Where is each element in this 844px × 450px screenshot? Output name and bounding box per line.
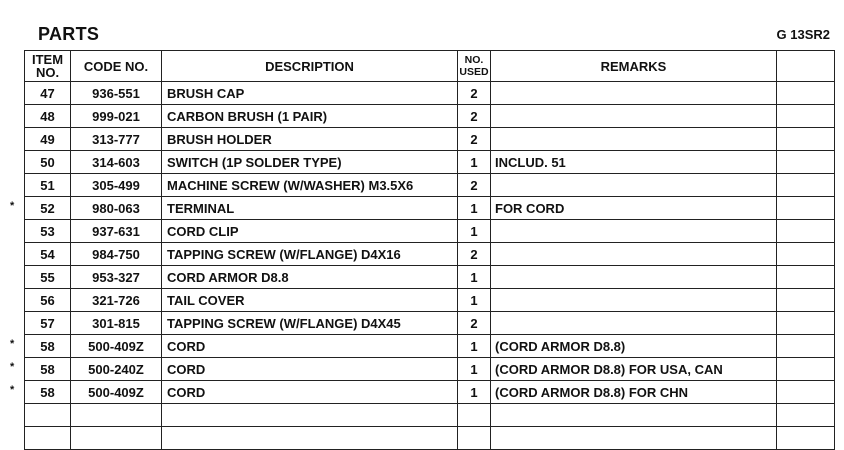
item-no-cell: 55 bbox=[25, 266, 71, 289]
item-no-cell: 58 bbox=[25, 335, 71, 358]
revision-mark: * bbox=[10, 383, 15, 396]
blank-cell bbox=[777, 335, 835, 358]
no-used-cell: 1 bbox=[458, 151, 491, 174]
table-row bbox=[25, 197, 835, 220]
parts-table-body bbox=[25, 82, 835, 450]
column-header-description: DESCRIPTION bbox=[162, 51, 458, 82]
remarks-cell bbox=[491, 243, 777, 266]
table-row bbox=[25, 289, 835, 312]
table-row bbox=[25, 335, 835, 358]
remarks-cell bbox=[491, 220, 777, 243]
remarks-cell bbox=[491, 289, 777, 312]
table-row bbox=[25, 266, 835, 289]
code-no-cell: 984-750 bbox=[71, 243, 162, 266]
no-used-cell: 2 bbox=[458, 312, 491, 335]
table-row bbox=[25, 82, 835, 105]
no-used-cell: 1 bbox=[458, 220, 491, 243]
no-used-cell: 1 bbox=[458, 266, 491, 289]
code-no-cell bbox=[71, 427, 162, 450]
no-used-cell: 1 bbox=[458, 335, 491, 358]
item-no-cell: 58 bbox=[25, 358, 71, 381]
blank-cell bbox=[777, 243, 835, 266]
column-header-code-no: CODE NO. bbox=[71, 51, 162, 82]
no-used-cell: 2 bbox=[458, 105, 491, 128]
revision-mark: * bbox=[10, 199, 15, 212]
description-cell: SWITCH (1P SOLDER TYPE) bbox=[162, 151, 458, 174]
table-row bbox=[25, 427, 835, 450]
blank-cell bbox=[777, 197, 835, 220]
table-row bbox=[25, 174, 835, 197]
code-no-cell: 301-815 bbox=[71, 312, 162, 335]
table-header-row bbox=[25, 51, 835, 82]
column-header-blank bbox=[777, 51, 835, 82]
table-row bbox=[25, 128, 835, 151]
item-no-cell: 47 bbox=[25, 82, 71, 105]
description-cell: BRUSH HOLDER bbox=[162, 128, 458, 151]
blank-cell bbox=[777, 381, 835, 404]
item-no-cell bbox=[25, 404, 71, 427]
description-cell: TAPPING SCREW (W/FLANGE) D4X45 bbox=[162, 312, 458, 335]
remarks-cell bbox=[491, 427, 777, 450]
description-cell: BRUSH CAP bbox=[162, 82, 458, 105]
remarks-cell bbox=[491, 312, 777, 335]
no-used-cell: 1 bbox=[458, 197, 491, 220]
column-header-item-no: ITEM NO. bbox=[25, 51, 71, 82]
no-used-cell bbox=[458, 404, 491, 427]
description-cell: CORD bbox=[162, 358, 458, 381]
remarks-cell bbox=[491, 82, 777, 105]
description-cell bbox=[162, 404, 458, 427]
no-used-cell: 2 bbox=[458, 128, 491, 151]
description-cell: CORD bbox=[162, 381, 458, 404]
no-used-cell bbox=[458, 427, 491, 450]
code-no-cell: 313-777 bbox=[71, 128, 162, 151]
remarks-cell bbox=[491, 174, 777, 197]
description-cell bbox=[162, 427, 458, 450]
blank-cell bbox=[777, 82, 835, 105]
blank-cell bbox=[777, 358, 835, 381]
blank-cell bbox=[777, 151, 835, 174]
description-cell: TERMINAL bbox=[162, 197, 458, 220]
blank-cell bbox=[777, 289, 835, 312]
item-no-cell: 51 bbox=[25, 174, 71, 197]
table-row bbox=[25, 220, 835, 243]
blank-cell bbox=[777, 220, 835, 243]
code-no-cell: 936-551 bbox=[71, 82, 162, 105]
no-used-cell: 1 bbox=[458, 358, 491, 381]
page-title: PARTS bbox=[38, 24, 100, 44]
item-no-cell: 57 bbox=[25, 312, 71, 335]
blank-cell bbox=[777, 404, 835, 427]
item-no-cell bbox=[25, 427, 71, 450]
item-no-cell: 53 bbox=[25, 220, 71, 243]
item-no-cell: 49 bbox=[25, 128, 71, 151]
blank-cell bbox=[777, 128, 835, 151]
item-no-cell: 56 bbox=[25, 289, 71, 312]
code-no-cell: 937-631 bbox=[71, 220, 162, 243]
description-cell: CORD bbox=[162, 335, 458, 358]
code-no-cell: 500-409Z bbox=[71, 381, 162, 404]
table-row bbox=[25, 243, 835, 266]
code-no-cell bbox=[71, 404, 162, 427]
revision-mark: * bbox=[10, 337, 15, 350]
blank-cell bbox=[777, 427, 835, 450]
remarks-cell bbox=[491, 128, 777, 151]
code-no-cell: 321-726 bbox=[71, 289, 162, 312]
table-row bbox=[25, 381, 835, 404]
blank-cell bbox=[777, 174, 835, 197]
table-row bbox=[25, 312, 835, 335]
description-cell: MACHINE SCREW (W/WASHER) M3.5X6 bbox=[162, 174, 458, 197]
code-no-cell: 500-409Z bbox=[71, 335, 162, 358]
item-no-cell: 52 bbox=[25, 197, 71, 220]
item-no-cell: 48 bbox=[25, 105, 71, 128]
item-no-cell: 58 bbox=[25, 381, 71, 404]
item-no-cell: 54 bbox=[25, 243, 71, 266]
item-no-cell: 50 bbox=[25, 151, 71, 174]
description-cell: CORD CLIP bbox=[162, 220, 458, 243]
no-used-cell: 2 bbox=[458, 82, 491, 105]
revision-mark: * bbox=[10, 360, 15, 373]
description-cell: CARBON BRUSH (1 PAIR) bbox=[162, 105, 458, 128]
remarks-cell: (CORD ARMOR D8.8) FOR USA, CAN bbox=[491, 358, 777, 381]
code-no-cell: 500-240Z bbox=[71, 358, 162, 381]
table-row bbox=[25, 358, 835, 381]
code-no-cell: 314-603 bbox=[71, 151, 162, 174]
blank-cell bbox=[777, 312, 835, 335]
table-row bbox=[25, 151, 835, 174]
description-cell: CORD ARMOR D8.8 bbox=[162, 266, 458, 289]
remarks-cell: INCLUD. 51 bbox=[491, 151, 777, 174]
no-used-cell: 2 bbox=[458, 174, 491, 197]
table-row bbox=[25, 404, 835, 427]
model-number: G 13SR2 bbox=[776, 27, 830, 42]
remarks-cell: FOR CORD bbox=[491, 197, 777, 220]
blank-cell bbox=[777, 105, 835, 128]
remarks-cell: (CORD ARMOR D8.8) bbox=[491, 335, 777, 358]
column-header-no-used: NO. USED bbox=[458, 51, 491, 82]
table-row bbox=[25, 105, 835, 128]
no-used-cell: 1 bbox=[458, 289, 491, 312]
blank-cell bbox=[777, 266, 835, 289]
code-no-cell: 953-327 bbox=[71, 266, 162, 289]
code-no-cell: 305-499 bbox=[71, 174, 162, 197]
code-no-cell: 999-021 bbox=[71, 105, 162, 128]
no-used-cell: 2 bbox=[458, 243, 491, 266]
parts-table bbox=[24, 50, 835, 450]
remarks-cell bbox=[491, 105, 777, 128]
no-used-cell: 1 bbox=[458, 381, 491, 404]
remarks-cell bbox=[491, 266, 777, 289]
code-no-cell: 980-063 bbox=[71, 197, 162, 220]
column-header-remarks: REMARKS bbox=[491, 51, 777, 82]
remarks-cell bbox=[491, 404, 777, 427]
remarks-cell: (CORD ARMOR D8.8) FOR CHN bbox=[491, 381, 777, 404]
description-cell: TAPPING SCREW (W/FLANGE) D4X16 bbox=[162, 243, 458, 266]
description-cell: TAIL COVER bbox=[162, 289, 458, 312]
